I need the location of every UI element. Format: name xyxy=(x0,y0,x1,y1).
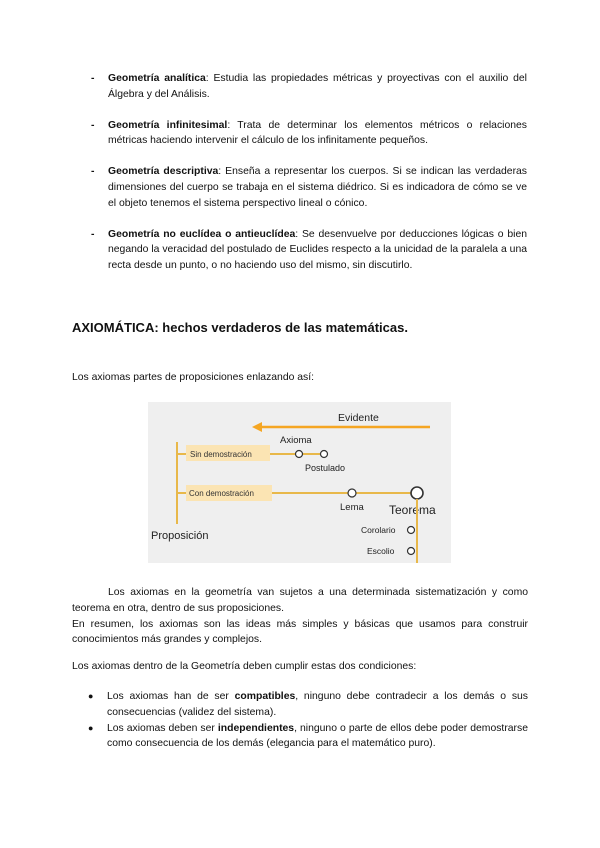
teorema-label: Teorema xyxy=(389,503,436,517)
geometry-branches-list xyxy=(91,71,527,289)
list-item xyxy=(88,721,528,753)
escolio-label: Escolio xyxy=(367,546,395,556)
branch-description: : Trata de determinar los elementos métricos o relaciones métricas haciendo intervenir el cálculo de los infinitamente pequeños. xyxy=(108,119,527,147)
postulado-node xyxy=(321,451,328,458)
body-paragraph xyxy=(72,585,528,648)
condition-term: independientes xyxy=(217,722,295,734)
lema-label: Lema xyxy=(340,502,364,513)
dash-marker: - xyxy=(91,228,95,240)
sin-demostracion-label: Sin demostración xyxy=(190,450,252,459)
evidente-arrow-head xyxy=(252,422,262,432)
proposicion-label: Proposición xyxy=(151,530,209,542)
condition-text: Los axiomas deben ser xyxy=(107,722,218,734)
branch-term: Geometría descriptiva xyxy=(108,166,219,178)
dash-marker: - xyxy=(91,73,95,84)
condition-text: , ninguno o parte de ellos debe poder demostrarse como consecuencia de los demás (elegancia para el matemático puro). xyxy=(107,722,528,750)
branch-description: : Se desenvuelve por deducciones lógicas o bien negando la veracidad del postulado de Euclides respecto a la unicidad de la paralela a una recta desde un punto, o no haciendo uso del mismo, sin discutirlo. xyxy=(108,228,528,272)
lema-node xyxy=(348,489,356,497)
axioma-label: Axioma xyxy=(280,435,312,446)
branch-term: Geometría analítica xyxy=(108,73,206,84)
intro-paragraph: Los axiomas partes de proposiciones enlazando así: xyxy=(72,372,315,383)
branch-description: : Enseña a representar los cuerpos. Si se indican las verdaderas dimensiones del cuerpo se trabaja en el sistema diédrico. Si es indicadora de cómo se ve el objeto tenemos el sistema perspectivo lineal o cónico. xyxy=(108,166,527,209)
branch-term: Geometría no euclídea o antieuclídea xyxy=(108,228,296,240)
branch-term: Geometría infinitesimal xyxy=(108,119,228,131)
paragraph-2: En resumen, los axiomas son las ideas más simples y básicas que usamos para construir conocimientos más grandes y complejos. xyxy=(72,618,528,646)
list-item xyxy=(88,689,528,721)
branch-description: : Estudia las propiedades métricas y proyectivas con el auxilio del Álgebra y del Análisis. xyxy=(108,73,527,100)
bullet-icon: ● xyxy=(88,722,94,733)
dash-marker: - xyxy=(91,166,95,178)
list-item xyxy=(91,71,527,103)
escolio-node xyxy=(408,548,415,555)
conditions-intro: Los axiomas dentro de la Geometría deben cumplir estas dos condiciones: xyxy=(72,661,417,672)
teorema-node xyxy=(411,487,423,499)
condition-text: Los axiomas han de ser xyxy=(107,691,235,702)
corolario-label: Corolario xyxy=(361,525,396,535)
list-item xyxy=(91,164,527,211)
condition-term: compatibles xyxy=(234,691,296,702)
diagram-svg xyxy=(148,402,451,563)
section-heading: AXIOMÁTICA: hechos verdaderos de las matemáticas. xyxy=(72,320,408,335)
conditions-list xyxy=(88,689,528,752)
axioma-node xyxy=(296,451,303,458)
corolario-node xyxy=(408,527,415,534)
postulado-label: Postulado xyxy=(305,463,346,473)
dash-marker: - xyxy=(91,119,95,131)
con-demostracion-label: Con demostración xyxy=(189,489,254,498)
list-item xyxy=(91,227,527,274)
list-item xyxy=(91,118,527,150)
evidente-label: Evidente xyxy=(338,412,379,424)
proposition-diagram xyxy=(148,402,451,563)
condition-text: , ninguno debe contradecir a los demás o sus consecuencias (validez del sistema). xyxy=(107,691,528,718)
paragraph-1: Los axiomas en la geometría van sujetos a una determinada sistematización y como teorema en otra, dentro de sus proposiciones. xyxy=(72,587,528,614)
bullet-icon: ● xyxy=(88,691,94,701)
